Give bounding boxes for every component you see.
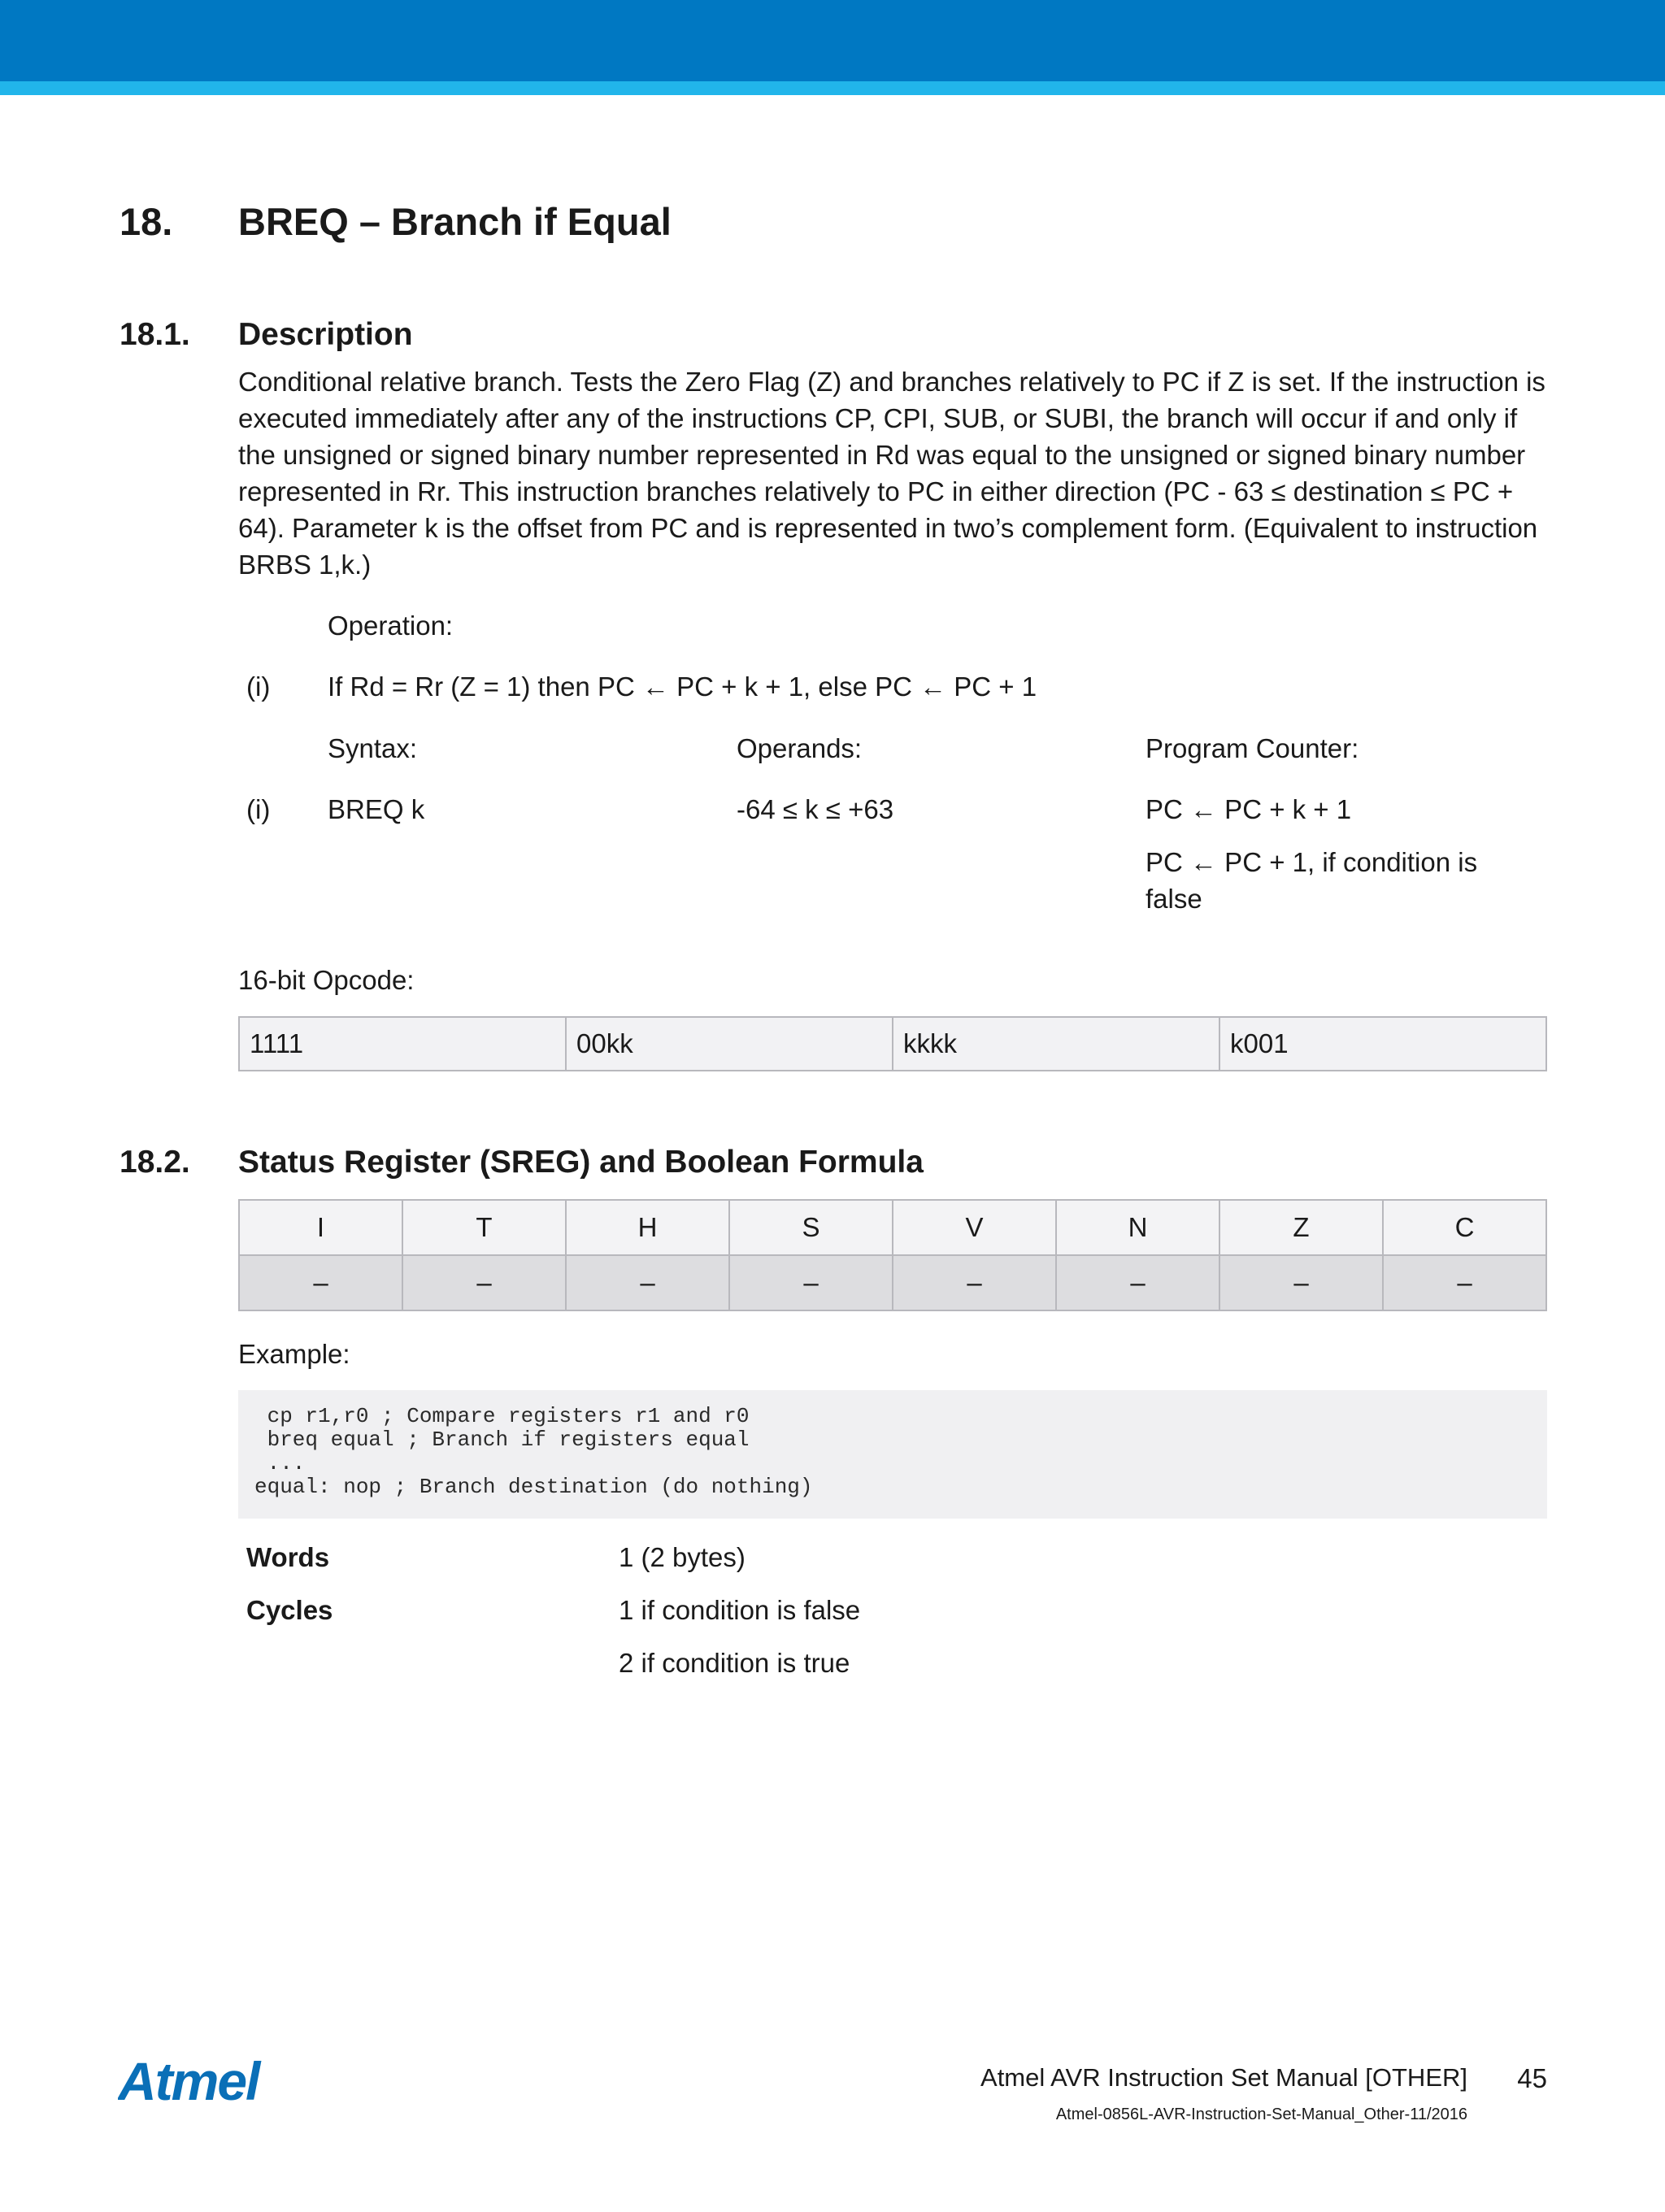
syntax-label: Syntax: (328, 733, 418, 763)
operands-label: Operands: (737, 733, 863, 763)
operation-label: Operation: (328, 611, 454, 641)
opcode-cell: 00kk (566, 1017, 893, 1071)
code-line: equal: nop ; Branch destination (do nothing) (254, 1475, 813, 1499)
operation-index: (i) (246, 671, 271, 702)
sreg-value-c: – (1383, 1255, 1546, 1310)
code-line: cp r1,r0 ; Compare registers r1 and r0 (254, 1404, 750, 1428)
opcode-cell: k001 (1219, 1017, 1546, 1071)
example-label: Example: (238, 1339, 350, 1369)
sreg-flag-h: H (566, 1200, 729, 1255)
sreg-heading: Status Register (SREG) and Boolean Formula (238, 1145, 924, 1180)
sreg-number: 18.2. (120, 1145, 190, 1180)
section-number: 18. (120, 200, 173, 243)
sreg-table (238, 1199, 1547, 1311)
sreg-flag-t: T (402, 1200, 566, 1255)
program-counter-line2: PC ← PC + 1, if condition is false (1146, 847, 1478, 914)
section-title: BREQ – Branch if Equal (238, 200, 672, 243)
sreg-flag-s: S (729, 1200, 893, 1255)
program-counter-label: Program Counter: (1146, 733, 1359, 763)
sreg-value-i: – (239, 1255, 402, 1310)
syntax-index: (i) (246, 794, 271, 824)
description-text: Conditional relative branch. Tests the Zero Flag (Z) and branches relatively to PC if Z is set. If the instruction is executed immediately after any of the instructions CP, CPI, SUB, or SUBI, the branch will occur if and only if the unsigned or signed binary number represented in Rd was equal to the unsigned or signed binary number represented in Rr. This instruction branches relatively to PC in either direction (PC - 63 ≤ destination ≤ PC + 64). Parameter k is the offset from PC and is represented in two’s complement form. (Equivalent to instruction BRBS 1,k.) (238, 367, 1545, 580)
operation-formula: If Rd = Rr (Z = 1) then PC ← PC + k + 1, else PC ← PC + 1 (328, 671, 1037, 702)
sreg-flag-n: N (1056, 1200, 1219, 1255)
sreg-flag-c: C (1383, 1200, 1546, 1255)
document-id: Atmel-0856L-AVR-Instruction-Set-Manual_Other-11/2016 (1055, 2106, 1467, 2123)
description-heading: Description (238, 317, 413, 352)
opcode-cell: 1111 (239, 1017, 566, 1071)
sreg-value-v: – (893, 1255, 1056, 1310)
opcode-table (238, 1016, 1547, 1071)
header-stripe (0, 81, 1665, 95)
atmel-logo-text: Atmel (118, 2053, 259, 2110)
sreg-flag-v: V (893, 1200, 1056, 1255)
sreg-flag-z: Z (1219, 1200, 1383, 1255)
syntax-value: BREQ k (328, 794, 425, 824)
code-line: ... (254, 1451, 306, 1475)
page-number: 45 (1517, 2063, 1547, 2093)
header-bar (0, 0, 1665, 81)
description-number: 18.1. (120, 317, 190, 352)
atmel-logo (118, 2053, 289, 2110)
words-value: 1 (2 bytes) (619, 1542, 746, 1572)
cycles-value-false: 1 if condition is false (619, 1595, 861, 1625)
opcode-cell: kkkk (893, 1017, 1219, 1071)
words-label: Words (246, 1542, 330, 1572)
cycles-value-true: 2 if condition is true (619, 1648, 850, 1678)
cycles-label: Cycles (246, 1595, 333, 1625)
footer-title: Atmel AVR Instruction Set Manual [OTHER] (980, 2063, 1467, 2092)
operands-value: -64 ≤ k ≤ +63 (737, 794, 894, 824)
code-example (238, 1390, 1547, 1519)
sreg-value-z: – (1219, 1255, 1383, 1310)
sreg-value-n: – (1056, 1255, 1219, 1310)
sreg-flag-i: I (239, 1200, 402, 1255)
program-counter-line1: PC ← PC + k + 1 (1146, 794, 1352, 824)
code-line: breq equal ; Branch if registers equal (254, 1428, 750, 1452)
sreg-value-t: – (402, 1255, 566, 1310)
opcode-label: 16-bit Opcode: (238, 965, 415, 995)
sreg-value-h: – (566, 1255, 729, 1310)
sreg-value-s: – (729, 1255, 893, 1310)
